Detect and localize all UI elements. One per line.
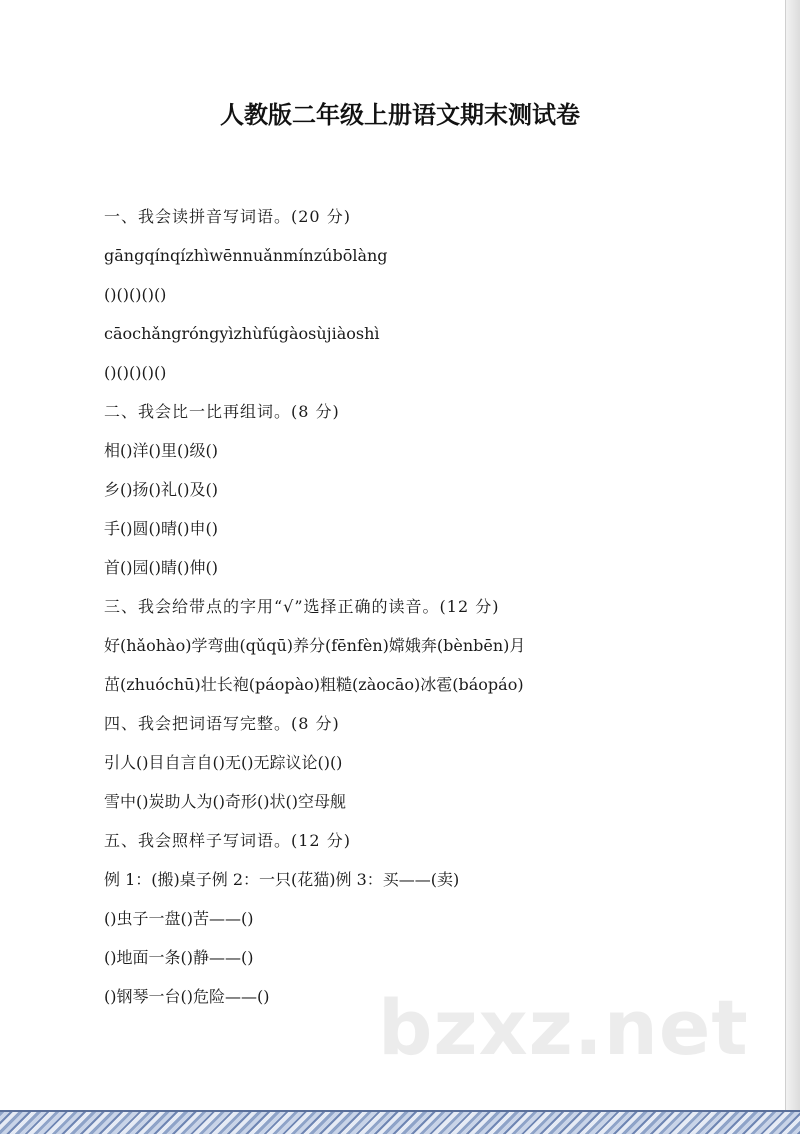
question-line: 茁(zhuóchū)壮长袍(páopào)粗糙(zàocāo)冰雹(báopáo) — [104, 675, 524, 694]
question-line: 雪中()炭助人为()奇形()状()空母舰 — [104, 792, 346, 811]
pinyin-line: gāngqínqízhìwēnnuǎnmínzúbōlàng — [104, 246, 388, 265]
question-line: ()钢琴一台()危险——() — [104, 987, 270, 1006]
question-line: 首()园()睛()伸() — [104, 558, 218, 577]
document-title: 人教版二年级上册语文期末测试卷 — [220, 101, 580, 129]
section-heading: 五、我会照样子写词语。(12 分) — [104, 831, 351, 850]
section-heading: 三、我会给带点的字用“√”选择正确的读音。(12 分) — [104, 597, 500, 616]
pinyin-line: cāochǎngróngyìzhùfúgàosùjiàoshì — [104, 324, 380, 343]
document-body — [104, 207, 704, 1026]
section-heading: 二、我会比一比再组词。(8 分) — [104, 402, 340, 421]
decorative-bottom-border — [0, 1110, 800, 1134]
answer-blanks: ()()()()() — [104, 285, 167, 304]
question-line: ()地面一条()静——() — [104, 948, 254, 967]
question-line: 乡()扬()礼()及() — [104, 480, 218, 499]
question-line: ()虫子一盘()苦——() — [104, 909, 254, 928]
question-line: 引人()目自言自()无()无踪议论()() — [104, 753, 343, 772]
question-line: 相()洋()里()级() — [104, 441, 218, 460]
answer-blanks: ()()()()() — [104, 363, 167, 382]
page-edge-shadow — [785, 0, 800, 1112]
example-line: 例 1：(搬)桌子例 2：一只(花猫)例 3：买——(卖) — [104, 870, 460, 889]
watermark: bzxz.net — [378, 983, 749, 1072]
section-heading: 一、我会读拼音写词语。(20 分) — [104, 207, 351, 226]
question-line: 手()圆()晴()申() — [104, 519, 218, 538]
section-heading: 四、我会把词语写完整。(8 分) — [104, 714, 340, 733]
question-line: 好(hǎohào)学弯曲(qǔqū)养分(fēnfèn)嫦娥奔(bènbēn)月 — [104, 636, 526, 655]
